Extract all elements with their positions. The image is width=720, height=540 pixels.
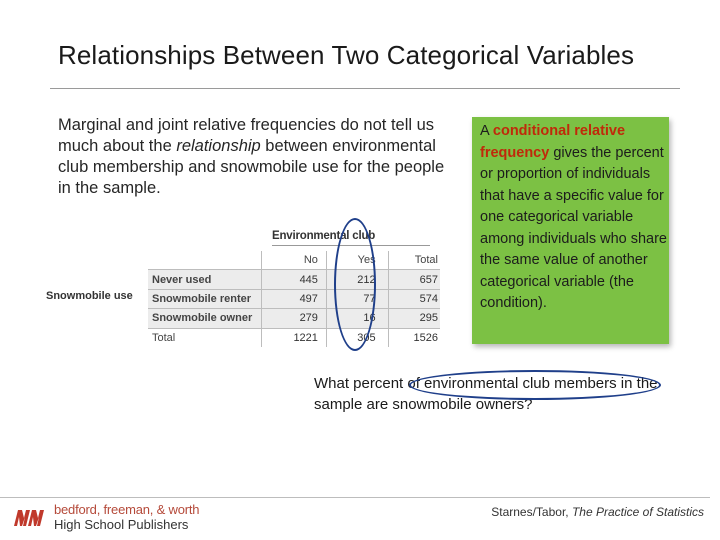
table-cell: 1526 bbox=[388, 328, 440, 347]
slide-title: Relationships Between Two Categorical Variables bbox=[58, 40, 635, 70]
intro-text-part1: Marginal and joint relative frequencies do not tell us much about the bbox=[58, 116, 435, 155]
citation-title: The Practice of Statistics bbox=[571, 505, 704, 519]
row-label: Snowmobile renter bbox=[148, 289, 262, 308]
publisher-imprint: High School Publishers bbox=[54, 517, 189, 532]
intro-emphasis: relationship bbox=[176, 137, 261, 155]
header-blank-cell bbox=[148, 251, 262, 270]
column-header: Total bbox=[414, 254, 438, 267]
table-row-total bbox=[148, 328, 440, 347]
row-group-label: Snowmobile use bbox=[46, 290, 133, 302]
intro-paragraph bbox=[58, 115, 448, 199]
table-row bbox=[148, 309, 440, 328]
column-header: No bbox=[262, 251, 327, 270]
contingency-table bbox=[148, 251, 440, 347]
column-group-label: Environmental club bbox=[272, 230, 376, 242]
citation bbox=[491, 505, 704, 519]
question-text: What percent of environmental club members in the sample are snowmobile owners? bbox=[314, 375, 658, 413]
table-cell: 305 bbox=[326, 328, 388, 347]
row-label: Snowmobile owner bbox=[148, 309, 262, 328]
callout-text-part1: A bbox=[480, 123, 493, 139]
table-cell: 77 bbox=[326, 289, 388, 308]
table-row bbox=[148, 270, 440, 289]
row-label: Never used bbox=[148, 270, 262, 289]
publisher-name: bedford, freeman, & worth bbox=[54, 502, 200, 517]
table-cell: 279 bbox=[262, 309, 327, 328]
table-cell: 295 bbox=[388, 309, 440, 328]
callout-text-part2: gives the percent or proportion of individuals that have a specific value for one categorical variable among individuals who share the same value of another categorical variable (the condition). bbox=[480, 144, 667, 311]
intro-text-part2: between environmental club membership and snowmobile use for the people in the sample. bbox=[58, 137, 445, 197]
table-cell: 574 bbox=[388, 289, 440, 308]
footer-divider bbox=[0, 497, 710, 498]
table-cell: 445 bbox=[262, 270, 327, 289]
definition-callout bbox=[472, 117, 669, 344]
table-cell: 497 bbox=[262, 289, 327, 308]
table-cell: 657 bbox=[388, 270, 440, 289]
table-cell: 16 bbox=[326, 309, 388, 328]
table-header-row bbox=[148, 251, 440, 270]
question-highlight-oval bbox=[409, 370, 661, 400]
table-cell: 1221 bbox=[262, 328, 327, 347]
title-divider bbox=[50, 88, 680, 89]
two-way-table bbox=[40, 228, 440, 353]
row-label: Total bbox=[148, 328, 262, 347]
column-header: Yes bbox=[326, 251, 388, 270]
publisher-logo-icon bbox=[12, 504, 48, 528]
table-cell: 212 bbox=[326, 270, 388, 289]
citation-authors: Starnes/Tabor, bbox=[491, 505, 572, 519]
yes-column-highlight-oval bbox=[334, 218, 376, 351]
callout-highlight: conditional relative frequency bbox=[480, 123, 626, 161]
table-row bbox=[148, 289, 440, 308]
